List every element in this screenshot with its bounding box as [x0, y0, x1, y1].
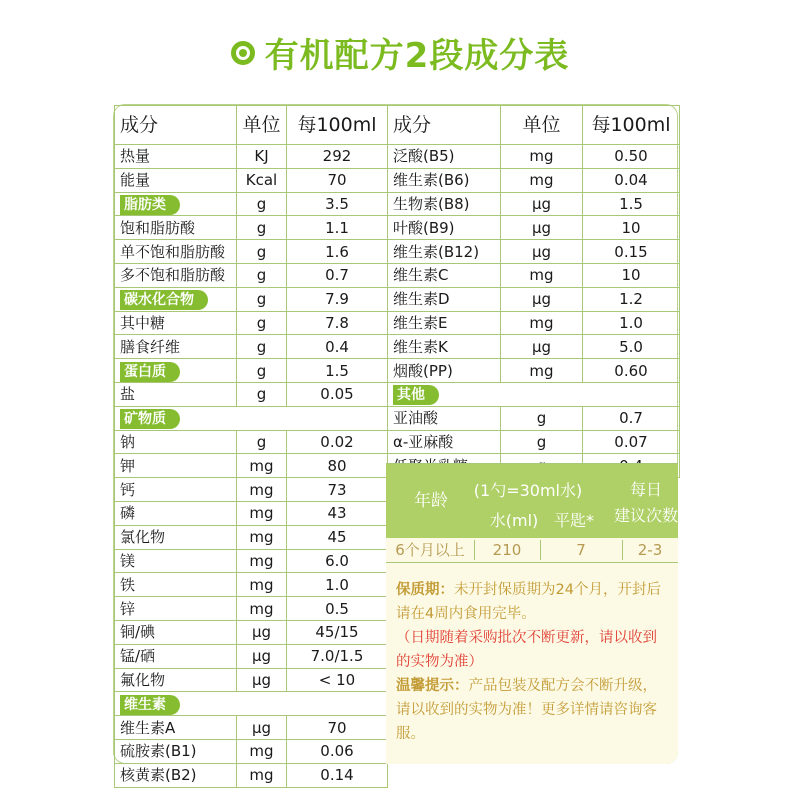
- spoon-header: (1勺=30ml水): [473, 481, 583, 500]
- feeding-panel: [386, 463, 678, 764]
- unit-cell: mg: [237, 573, 287, 597]
- table-row: [115, 216, 388, 240]
- category-cell: [115, 406, 237, 430]
- name-cell: [388, 430, 501, 454]
- unit-cell: mg: [237, 478, 287, 502]
- name-cell: [388, 192, 501, 216]
- value-cell: 0.06: [287, 739, 388, 763]
- nutrient-name: 盐: [120, 385, 136, 404]
- unit-cell: g: [237, 382, 287, 406]
- name-cell: [115, 739, 237, 763]
- table-row: [388, 406, 680, 430]
- name-cell: [115, 644, 237, 668]
- value-cell: 45/15: [287, 620, 388, 644]
- unit-cell: KJ: [237, 145, 287, 169]
- category-cell: [115, 192, 237, 216]
- name-cell: [115, 525, 237, 549]
- name-cell: [115, 311, 237, 335]
- table-row: [115, 454, 388, 478]
- value-cell: 70: [287, 716, 388, 740]
- name-cell: [115, 763, 237, 787]
- daily-header: 每日: [629, 480, 662, 499]
- nutrient-name: 磷: [120, 504, 136, 523]
- value-cell: 80: [287, 454, 388, 478]
- name-cell: [388, 359, 501, 383]
- value-cell: 0.4: [287, 335, 388, 359]
- unit-cell: g: [237, 335, 287, 359]
- unit-cell: μg: [237, 644, 287, 668]
- table-row: [115, 359, 388, 383]
- unit-cell: g: [237, 311, 287, 335]
- table-row: [115, 597, 388, 621]
- unit-cell: g: [237, 359, 287, 383]
- unit-cell: mg: [237, 739, 287, 763]
- table-row: [388, 311, 680, 335]
- name-cell: [388, 311, 501, 335]
- value-cell: 1.5: [583, 192, 680, 216]
- nutrient-name: 维生素D: [393, 290, 450, 309]
- value-cell: 1.0: [287, 573, 388, 597]
- times-header: 建议次数: [613, 506, 678, 525]
- feeding-table-header: [386, 464, 678, 538]
- nutrient-name: 铜/碘: [120, 623, 156, 642]
- nutrient-name: 维生素A: [120, 718, 176, 737]
- nutrient-name: 钙: [120, 480, 136, 499]
- feeding-water: 210: [492, 541, 522, 559]
- value-cell: 0.50: [583, 145, 680, 169]
- nutrient-name: 维生素(B6): [393, 171, 470, 190]
- category-tag: 碳水化合物: [120, 290, 208, 310]
- unit-cell: mg: [237, 501, 287, 525]
- tip-text: 产品包装及配方会不断升级，请以收到的实物为准！更多详情请咨询客服。: [396, 678, 657, 742]
- value-cell: 0.7: [287, 263, 388, 287]
- nutrient-name: 烟酸(PP): [393, 361, 453, 380]
- water-header: 水(ml): [489, 511, 539, 530]
- table-row: [388, 145, 680, 169]
- column-header: 每100ml: [287, 106, 388, 145]
- unit-cell: g: [237, 263, 287, 287]
- value-cell: 73: [287, 478, 388, 502]
- value-cell: 7.9: [287, 287, 388, 311]
- value-cell: 3.5: [287, 192, 388, 216]
- name-cell: [115, 168, 237, 192]
- value-cell: 0.02: [287, 430, 388, 454]
- unit-cell: mg: [501, 311, 583, 335]
- name-cell: [115, 216, 237, 240]
- unit-cell: g: [237, 287, 287, 311]
- shelf-text: 未开封保质期为24个月，开封后请在4周内食用完毕。: [396, 582, 661, 622]
- table-row: [115, 430, 388, 454]
- value-cell: 10: [583, 263, 680, 287]
- unit-cell: μg: [501, 216, 583, 240]
- table-row: [115, 168, 388, 192]
- table-row: [115, 382, 388, 406]
- unit-cell: μg: [501, 287, 583, 311]
- category-tag: 维生素: [120, 695, 180, 715]
- value-cell: 5.0: [583, 335, 680, 359]
- table-row: [115, 501, 388, 525]
- category-cell: [115, 359, 237, 383]
- value-cell: 0.07: [583, 430, 680, 454]
- column-header: 单位: [501, 106, 583, 145]
- table-row: [388, 263, 680, 287]
- name-cell: [115, 240, 237, 264]
- feeding-age: 6个月以上: [395, 541, 465, 559]
- nutrient-name: 氯化物: [120, 528, 166, 547]
- category-tag: 蛋白质: [120, 362, 180, 382]
- name-cell: [115, 668, 237, 692]
- nutrient-name: 钾: [120, 456, 136, 475]
- category-tag: 脂肪类: [120, 195, 180, 215]
- value-cell: 0.60: [583, 359, 680, 383]
- nutrient-name: 硫胺素(B1): [120, 742, 197, 761]
- unit-cell: g: [237, 240, 287, 264]
- empty-cell: [501, 382, 680, 406]
- unit-cell: μg: [237, 620, 287, 644]
- name-cell: [115, 454, 237, 478]
- unit-cell: mg: [237, 525, 287, 549]
- table-row: [115, 263, 388, 287]
- nutrient-name: 氟化物: [120, 670, 166, 689]
- value-cell: 45: [287, 525, 388, 549]
- value-cell: 1.2: [583, 287, 680, 311]
- nutrient-name: 镁: [120, 551, 136, 570]
- table-row: [115, 739, 388, 763]
- left-nutrition-table: [114, 105, 388, 788]
- feeding-scoops: 7: [576, 541, 586, 559]
- nutrient-name: 维生素K: [393, 337, 448, 356]
- table-row: [388, 168, 680, 192]
- name-cell: [115, 620, 237, 644]
- value-cell: < 10: [287, 668, 388, 692]
- name-cell: [115, 478, 237, 502]
- value-cell: 43: [287, 501, 388, 525]
- table-row: [388, 430, 680, 454]
- nutrient-name: 锰/硒: [120, 647, 156, 666]
- feeding-times: 2-3: [637, 541, 663, 559]
- name-cell: [388, 240, 501, 264]
- value-cell: 0.5: [287, 597, 388, 621]
- name-cell: [115, 145, 237, 169]
- value-cell: 7.0/1.5: [287, 644, 388, 668]
- name-cell: [388, 145, 501, 169]
- nutrient-name: 维生素C: [393, 266, 449, 285]
- value-cell: 0.14: [287, 763, 388, 787]
- category-cell: [388, 382, 501, 406]
- category-tag: 矿物质: [120, 409, 180, 429]
- value-cell: 292: [287, 145, 388, 169]
- table-row: [115, 692, 388, 716]
- name-cell: [115, 597, 237, 621]
- tip-note: [396, 674, 671, 746]
- right-nutrition-table: [387, 105, 680, 478]
- table-row: [115, 620, 388, 644]
- feeding-row: [386, 538, 678, 563]
- table-row: [115, 406, 388, 430]
- nutrient-name: 多不饱和脂肪酸: [120, 266, 226, 285]
- column-header: 单位: [237, 106, 287, 145]
- name-cell: [388, 263, 501, 287]
- value-cell: 10: [583, 216, 680, 240]
- nutrient-name: 饱和脂肪酸: [120, 218, 196, 237]
- unit-cell: mg: [501, 263, 583, 287]
- category-cell: [115, 692, 237, 716]
- table-row: [115, 549, 388, 573]
- category-cell: [115, 287, 237, 311]
- value-cell: 70: [287, 168, 388, 192]
- name-cell: [388, 406, 501, 430]
- unit-cell: μg: [501, 240, 583, 264]
- table-row: [388, 216, 680, 240]
- nutrient-name: 铁: [120, 575, 136, 594]
- table-header-row: [115, 106, 388, 145]
- value-cell: 6.0: [287, 549, 388, 573]
- nutrient-name: 泛酸(B5): [393, 147, 455, 166]
- unit-cell: mg: [237, 763, 287, 787]
- table-row: [115, 716, 388, 740]
- value-cell: 1.6: [287, 240, 388, 264]
- table-row: [115, 287, 388, 311]
- unit-cell: g: [501, 430, 583, 454]
- name-cell: [115, 501, 237, 525]
- table-row: [115, 644, 388, 668]
- table-row: [388, 359, 680, 383]
- column-header: 成分: [115, 106, 237, 145]
- unit-cell: μg: [237, 716, 287, 740]
- nutrient-name: 能量: [120, 171, 151, 190]
- unit-cell: mg: [501, 145, 583, 169]
- unit-cell: Kcal: [237, 168, 287, 192]
- nutrient-name: 单不饱和脂肪酸: [120, 242, 226, 261]
- unit-cell: mg: [501, 168, 583, 192]
- table-row: [115, 668, 388, 692]
- unit-cell: mg: [237, 454, 287, 478]
- page-title: [0, 28, 800, 77]
- date-note: （日期随着采购批次不断更新，请以收到的实物为准）: [396, 630, 657, 670]
- shelf-life-note: [396, 578, 671, 626]
- circle-bullet-icon: [231, 41, 255, 65]
- column-header: 成分: [388, 106, 501, 145]
- value-cell: 7.8: [287, 311, 388, 335]
- nutrient-name: 亚油酸: [393, 409, 439, 428]
- name-cell: [115, 430, 237, 454]
- value-cell: 1.1: [287, 216, 388, 240]
- table-row: [115, 525, 388, 549]
- unit-cell: g: [237, 216, 287, 240]
- table-row: [388, 287, 680, 311]
- table-header-row: [388, 106, 680, 145]
- shelf-label: 保质期：: [396, 582, 454, 598]
- empty-cell: [237, 406, 388, 430]
- value-cell: 0.15: [583, 240, 680, 264]
- name-cell: [115, 716, 237, 740]
- unit-cell: μg: [501, 335, 583, 359]
- nutrient-name: 其中糖: [120, 313, 166, 332]
- empty-cell: [237, 692, 388, 716]
- nutrient-name: 膳食纤维: [120, 337, 181, 356]
- nutrient-name: 维生素E: [393, 313, 448, 332]
- value-cell: 1.0: [583, 311, 680, 335]
- value-cell: 0.05: [287, 382, 388, 406]
- name-cell: [115, 382, 237, 406]
- table-row: [115, 763, 388, 787]
- unit-cell: g: [237, 430, 287, 454]
- table-row: [115, 573, 388, 597]
- table-row: [115, 311, 388, 335]
- nutrient-name: 维生素(B12): [393, 242, 480, 261]
- name-cell: [388, 287, 501, 311]
- nutrient-name: 叶酸(B9): [393, 218, 455, 237]
- column-header: 每100ml: [583, 106, 680, 145]
- unit-cell: mg: [237, 597, 287, 621]
- unit-cell: μg: [501, 192, 583, 216]
- table-row: [388, 335, 680, 359]
- name-cell: [115, 573, 237, 597]
- name-cell: [388, 335, 501, 359]
- unit-cell: μg: [237, 668, 287, 692]
- table-row: [388, 382, 680, 406]
- tip-label: 温馨提示：: [396, 678, 469, 694]
- name-cell: [388, 216, 501, 240]
- nutrient-name: 生物素(B8): [393, 194, 470, 213]
- nutrient-name: 钠: [120, 432, 136, 451]
- unit-cell: g: [501, 406, 583, 430]
- table-row: [115, 335, 388, 359]
- table-row: [115, 240, 388, 264]
- value-cell: 0.7: [583, 406, 680, 430]
- value-cell: 0.04: [583, 168, 680, 192]
- unit-cell: mg: [501, 359, 583, 383]
- category-tag: 其他: [393, 385, 439, 405]
- title-text: 有机配方2段成分表: [264, 36, 570, 76]
- scoop-header: 平匙*: [553, 511, 594, 530]
- name-cell: [115, 263, 237, 287]
- unit-cell: mg: [237, 549, 287, 573]
- table-row: [115, 192, 388, 216]
- value-cell: 1.5: [287, 359, 388, 383]
- table-row: [115, 145, 388, 169]
- name-cell: [115, 335, 237, 359]
- table-row: [388, 192, 680, 216]
- table-row: [115, 478, 388, 502]
- name-cell: [115, 549, 237, 573]
- table-row: [388, 240, 680, 264]
- age-header: 年龄: [414, 491, 448, 511]
- nutrient-name: 锌: [120, 599, 136, 618]
- name-cell: [388, 168, 501, 192]
- nutrient-name: 核黄素(B2): [120, 766, 197, 785]
- unit-cell: g: [237, 192, 287, 216]
- nutrient-name: α-亚麻酸: [393, 432, 454, 451]
- nutrient-name: 热量: [120, 147, 151, 166]
